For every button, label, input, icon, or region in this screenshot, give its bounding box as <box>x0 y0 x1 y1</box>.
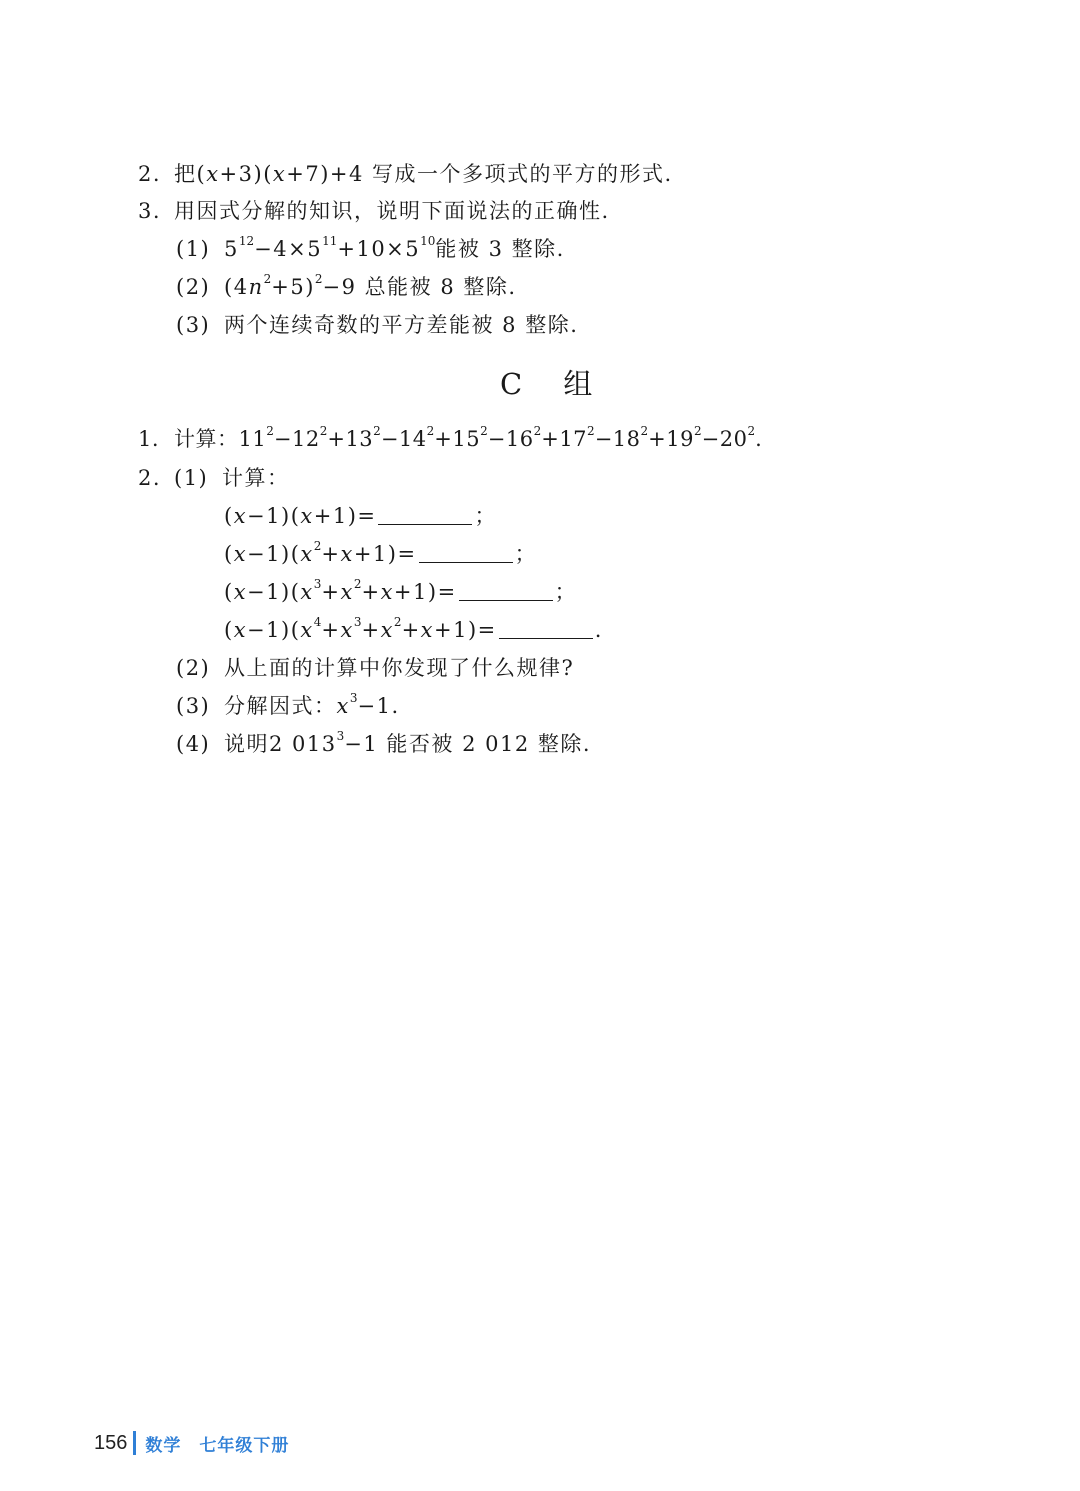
text: −1. <box>357 694 400 718</box>
page-number: 156 <box>94 1431 128 1454</box>
sub-label: (2) <box>176 656 211 680</box>
exponent: 2 <box>353 577 362 591</box>
term: +19 <box>648 427 694 451</box>
text: +5) <box>271 275 315 299</box>
var-x: x <box>206 162 220 186</box>
term: −18 <box>594 427 641 451</box>
text: −1)( <box>247 542 301 566</box>
exercise-b-3-1 <box>176 234 565 264</box>
question-text: 用因式分解的知识，说明下面说法的正确性. <box>174 199 610 223</box>
var-x: x <box>300 542 314 566</box>
term: +13 <box>327 427 374 451</box>
text: + <box>321 618 341 642</box>
text: −4×5 <box>254 237 323 261</box>
term: −16 <box>487 427 534 451</box>
text: ； <box>514 542 538 566</box>
var-x: x <box>380 580 394 604</box>
text: ( <box>224 542 234 566</box>
exponent: 3 <box>353 615 362 629</box>
var-x: x <box>380 618 394 642</box>
text: 分解因式： <box>224 694 337 718</box>
exponent: 2 <box>373 424 381 438</box>
term: 11 <box>238 427 267 451</box>
term: −12 <box>273 427 320 451</box>
text: +1)= <box>353 542 417 566</box>
sub-label: (1) <box>176 237 211 261</box>
answer-blank[interactable] <box>499 617 593 639</box>
text: +1)= <box>393 580 457 604</box>
answer-blank[interactable] <box>378 503 472 525</box>
exponent: 2 <box>693 424 702 438</box>
text: + <box>321 580 341 604</box>
text: 从上面的计算中你发现了什么规律? <box>224 656 575 680</box>
text: 说明2 013 <box>224 732 337 756</box>
equation-1 <box>224 501 497 531</box>
exercise-c-1 <box>138 424 762 454</box>
exercise-b-2 <box>138 159 673 189</box>
text: 两个连续奇数的平方差能被 8 整除. <box>224 313 579 337</box>
group-c-heading: C 组 <box>500 367 609 401</box>
text: + <box>361 580 381 604</box>
term: +17 <box>541 427 588 451</box>
var-x: x <box>233 580 248 604</box>
var-x: x <box>340 580 354 604</box>
exponent: 2 <box>587 424 595 438</box>
text: ( <box>224 618 234 642</box>
sub-label: (2) <box>176 275 211 299</box>
exponent: 11 <box>322 234 338 248</box>
exponent: 2 <box>266 424 274 438</box>
text: 计算： <box>174 427 239 451</box>
exponent: 2 <box>263 272 272 286</box>
var-x: x <box>300 504 314 528</box>
exponent: 2 <box>393 615 402 629</box>
equation-3 <box>224 577 577 607</box>
text: (4 <box>224 275 249 299</box>
term: +15 <box>434 427 481 451</box>
var-x: x <box>336 694 350 718</box>
var-n: n <box>248 275 264 299</box>
answer-blank[interactable] <box>419 541 513 563</box>
var-x: x <box>272 162 287 186</box>
exercise-c-2-3 <box>176 691 400 721</box>
text: + <box>321 542 341 566</box>
var-x: x <box>300 618 314 642</box>
exercise-c-2 <box>138 463 290 493</box>
exercise-c-2-2 <box>176 653 574 683</box>
text: ( <box>224 504 234 528</box>
text: 5 <box>224 237 239 261</box>
text: 计算： <box>222 466 290 490</box>
text: ； <box>554 580 578 604</box>
text: −9 总能被 8 整除. <box>322 275 517 299</box>
exercise-b-3-2 <box>176 272 517 302</box>
book-subject: 数学 <box>145 1435 182 1456</box>
exponent: 3 <box>336 729 345 743</box>
sub-label: (3) <box>176 694 211 718</box>
exponent: 3 <box>349 691 358 705</box>
sub-label: (3) <box>176 313 211 337</box>
var-x: x <box>233 504 248 528</box>
exponent: 10 <box>420 234 436 248</box>
text: −1)( <box>247 618 301 642</box>
var-x: x <box>420 618 435 642</box>
exponent: 4 <box>313 615 322 629</box>
exponent: 2 <box>640 424 649 438</box>
text: . <box>755 427 763 451</box>
text: +3)( <box>219 162 273 186</box>
exponent: 3 <box>313 577 322 591</box>
text: −1)( <box>247 504 301 528</box>
exponent: 2 <box>313 539 322 553</box>
exponent: 2 <box>533 424 542 438</box>
text: +10×5 <box>337 237 421 261</box>
text: +1)= <box>434 618 497 642</box>
exercise-c-2-4 <box>176 729 591 759</box>
question-number: 3. <box>138 199 162 223</box>
page-footer <box>94 1427 289 1459</box>
question-number: 1. <box>138 427 160 451</box>
term: −14 <box>380 427 427 451</box>
text: −1 能否被 2 012 整除. <box>344 732 592 756</box>
answer-blank[interactable] <box>459 579 553 601</box>
var-x: x <box>340 542 354 566</box>
exercise-b-3 <box>138 196 610 226</box>
var-x: x <box>233 618 248 642</box>
var-x: x <box>300 580 314 604</box>
text: + <box>401 618 421 642</box>
text: ( <box>224 580 234 604</box>
equation-4 <box>224 615 603 645</box>
text: +7)+4 写成一个多项式的平方的形式. <box>286 162 673 186</box>
sub-label: (4) <box>176 732 211 756</box>
var-x: x <box>340 618 354 642</box>
text: 把( <box>174 162 207 186</box>
text: + <box>361 618 381 642</box>
exponent: 12 <box>238 234 255 248</box>
text: 能被 3 整除. <box>435 237 565 261</box>
exponent: 2 <box>480 424 488 438</box>
exponent: 2 <box>747 424 756 438</box>
exercise-b-3-3 <box>176 310 578 340</box>
book-grade: 七年级下册 <box>199 1435 290 1456</box>
question-number: 2. <box>138 466 162 490</box>
equation-2 <box>224 539 537 569</box>
var-x: x <box>233 542 248 566</box>
exponent: 2 <box>426 424 435 438</box>
term: −20 <box>701 427 748 451</box>
sub-label: (1) <box>174 466 209 490</box>
text: −1)( <box>247 580 301 604</box>
text: ； <box>474 504 497 528</box>
exponent: 2 <box>314 272 323 286</box>
footer-divider <box>133 1431 136 1455</box>
text: +1)= <box>313 504 377 528</box>
text: . <box>594 618 603 642</box>
exponent: 2 <box>319 424 328 438</box>
question-number: 2. <box>138 162 162 186</box>
